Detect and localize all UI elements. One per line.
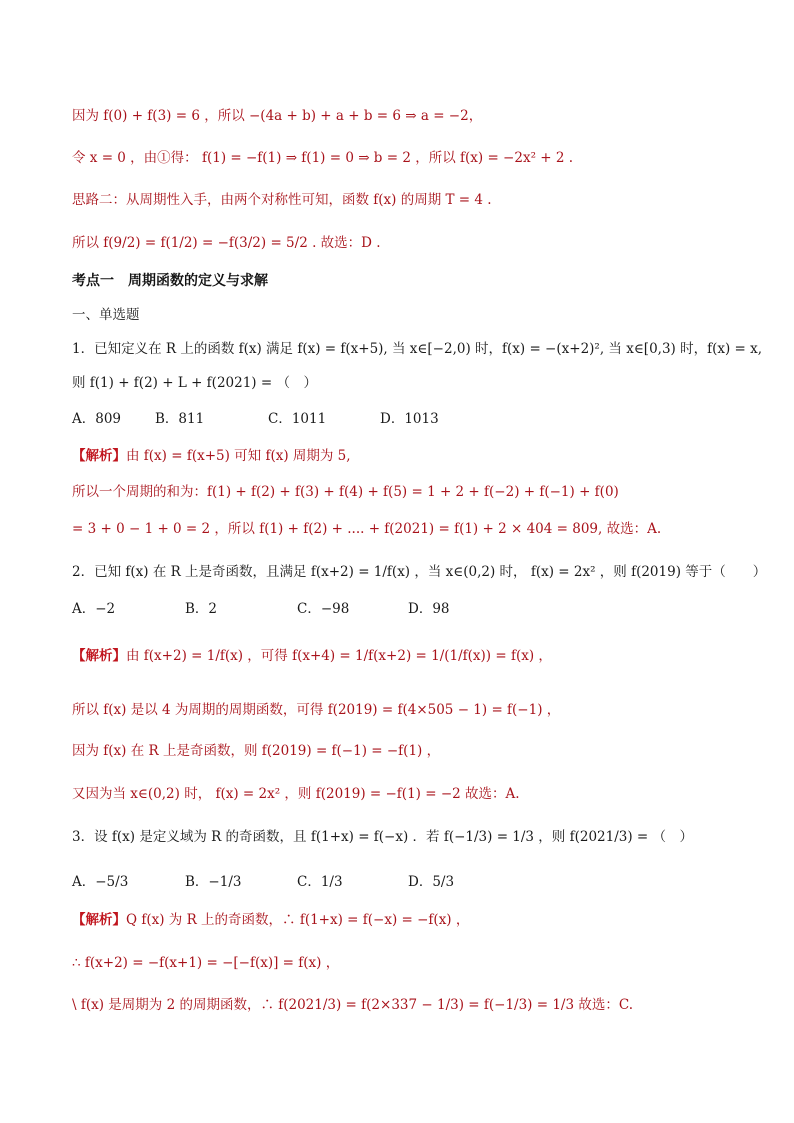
q2-option-c: C．−98 bbox=[297, 601, 350, 617]
q2-analysis-tag: 【解析】 bbox=[72, 648, 126, 664]
q2-analysis-line-1 bbox=[72, 646, 552, 666]
q2-analysis-line-2: 所以 f(x) 是以 4 为周期的周期函数，可得 f(2019) = f(4×505 − 1) = f(−1) ， bbox=[72, 702, 561, 718]
q3-analysis-line-2: ∴ f(x+2) = −f(x+1) = −[−f(x)] = f(x) ， bbox=[72, 955, 340, 971]
q2-analysis-line-4: 又因为当 x∈(0,2) 时， f(x) = 2x² ，则 f(2019) = −f(1) = −2 故选：A. bbox=[72, 786, 520, 802]
q3-option-a: A．−5/3 bbox=[72, 874, 129, 890]
q3-option-b: B．−1/3 bbox=[185, 874, 242, 890]
q2-analysis-text-1: 由 f(x+2) = 1/f(x) ，可得 f(x+4) = 1/f(x+2) = 1/(1/f(x)) = f(x) ， bbox=[126, 648, 552, 664]
q3-option-c: C．1/3 bbox=[297, 874, 343, 890]
q3-analysis-line-3: \ f(x) 是周期为 2 的周期函数，∴ f(2021/3) = f(2×337 − 1/3) = f(−1/3) = 1/3 故选：C. bbox=[72, 997, 633, 1013]
intro-line-4: 所以 f(9/2) = f(1/2) = −f(3/2) = 5/2 . 故选：D . bbox=[72, 235, 381, 251]
q1-analysis-line-3: = 3 + 0 − 1 + 0 = 2 ，所以 f(1) + f(2) + .... + f(2021) = f(1) + 2 × 404 = 809, 故选：A. bbox=[72, 521, 662, 537]
q1-option-c: C．1011 bbox=[268, 411, 327, 427]
intro-line-1: 因为 f(0) + f(3) = 6 ，所以 −(4a + b) + a + b = 6 ⇒ a = −2， bbox=[72, 108, 483, 124]
q1-option-a: A．809 bbox=[72, 411, 122, 427]
q1-stem-line-1: 1．已知定义在 R 上的函数 f(x) 满足 f(x) = f(x+5), 当 x∈[−2,0) 时，f(x) = −(x+2)², 当 x∈[0,3) 时，f(x) = x, bbox=[72, 341, 763, 357]
q1-stem-line-2: 则 f(1) + f(2) + L + f(2021) = （ ） bbox=[72, 375, 317, 391]
q2-option-a: A．−2 bbox=[72, 601, 116, 617]
intro-line-3: 思路二：从周期性入手，由两个对称性可知，函数 f(x) 的周期 T = 4 . bbox=[72, 192, 492, 208]
q1-option-d: D．1013 bbox=[380, 411, 439, 427]
q3-analysis-line-1 bbox=[72, 910, 469, 930]
q2-option-b: B．2 bbox=[185, 601, 218, 617]
q1-analysis-line-2: 所以一个周期的和为：f(1) + f(2) + f(3) + f(4) + f(5) = 1 + 2 + f(−2) + f(−1) + f(0) bbox=[72, 484, 619, 500]
section-subtitle: 一、单选题 bbox=[72, 307, 140, 323]
q3-option-d: D．5/3 bbox=[408, 874, 455, 890]
q2-option-d: D．98 bbox=[408, 601, 450, 617]
q1-analysis-text-1: 由 f(x) = f(x+5) 可知 f(x) 周期为 5, bbox=[126, 448, 351, 464]
q1-option-b: B．811 bbox=[155, 411, 205, 427]
q2-stem-line-1: 2．已知 f(x) 在 R 上是奇函数，且满足 f(x+2) = 1/f(x) ，当 x∈(0,2) 时， f(x) = 2x² ，则 f(2019) 等于（ ） bbox=[72, 564, 767, 580]
section-title: 考点一 周期函数的定义与求解 bbox=[72, 273, 268, 289]
q1-analysis-tag: 【解析】 bbox=[72, 448, 126, 464]
q2-analysis-line-3: 因为 f(x) 在 R 上是奇函数，则 f(2019) = f(−1) = −f(1) ， bbox=[72, 743, 441, 759]
q3-analysis-tag: 【解析】 bbox=[72, 912, 126, 928]
intro-line-2: 令 x = 0 ，由①得： f(1) = −f(1) ⇒ f(1) = 0 ⇒ b = 2 ，所以 f(x) = −2x² + 2 . bbox=[72, 150, 574, 166]
q3-analysis-text-1: Q f(x) 为 R 上的奇函数，∴ f(1+x) = f(−x) = −f(x) ， bbox=[126, 912, 470, 928]
q1-analysis-line-1 bbox=[72, 446, 351, 466]
q3-stem-line-1: 3．设 f(x) 是定义域为 R 的奇函数，且 f(1+x) = f(−x) ．若 f(−1/3) = 1/3 ，则 f(2021/3) = （ ） bbox=[72, 829, 694, 845]
